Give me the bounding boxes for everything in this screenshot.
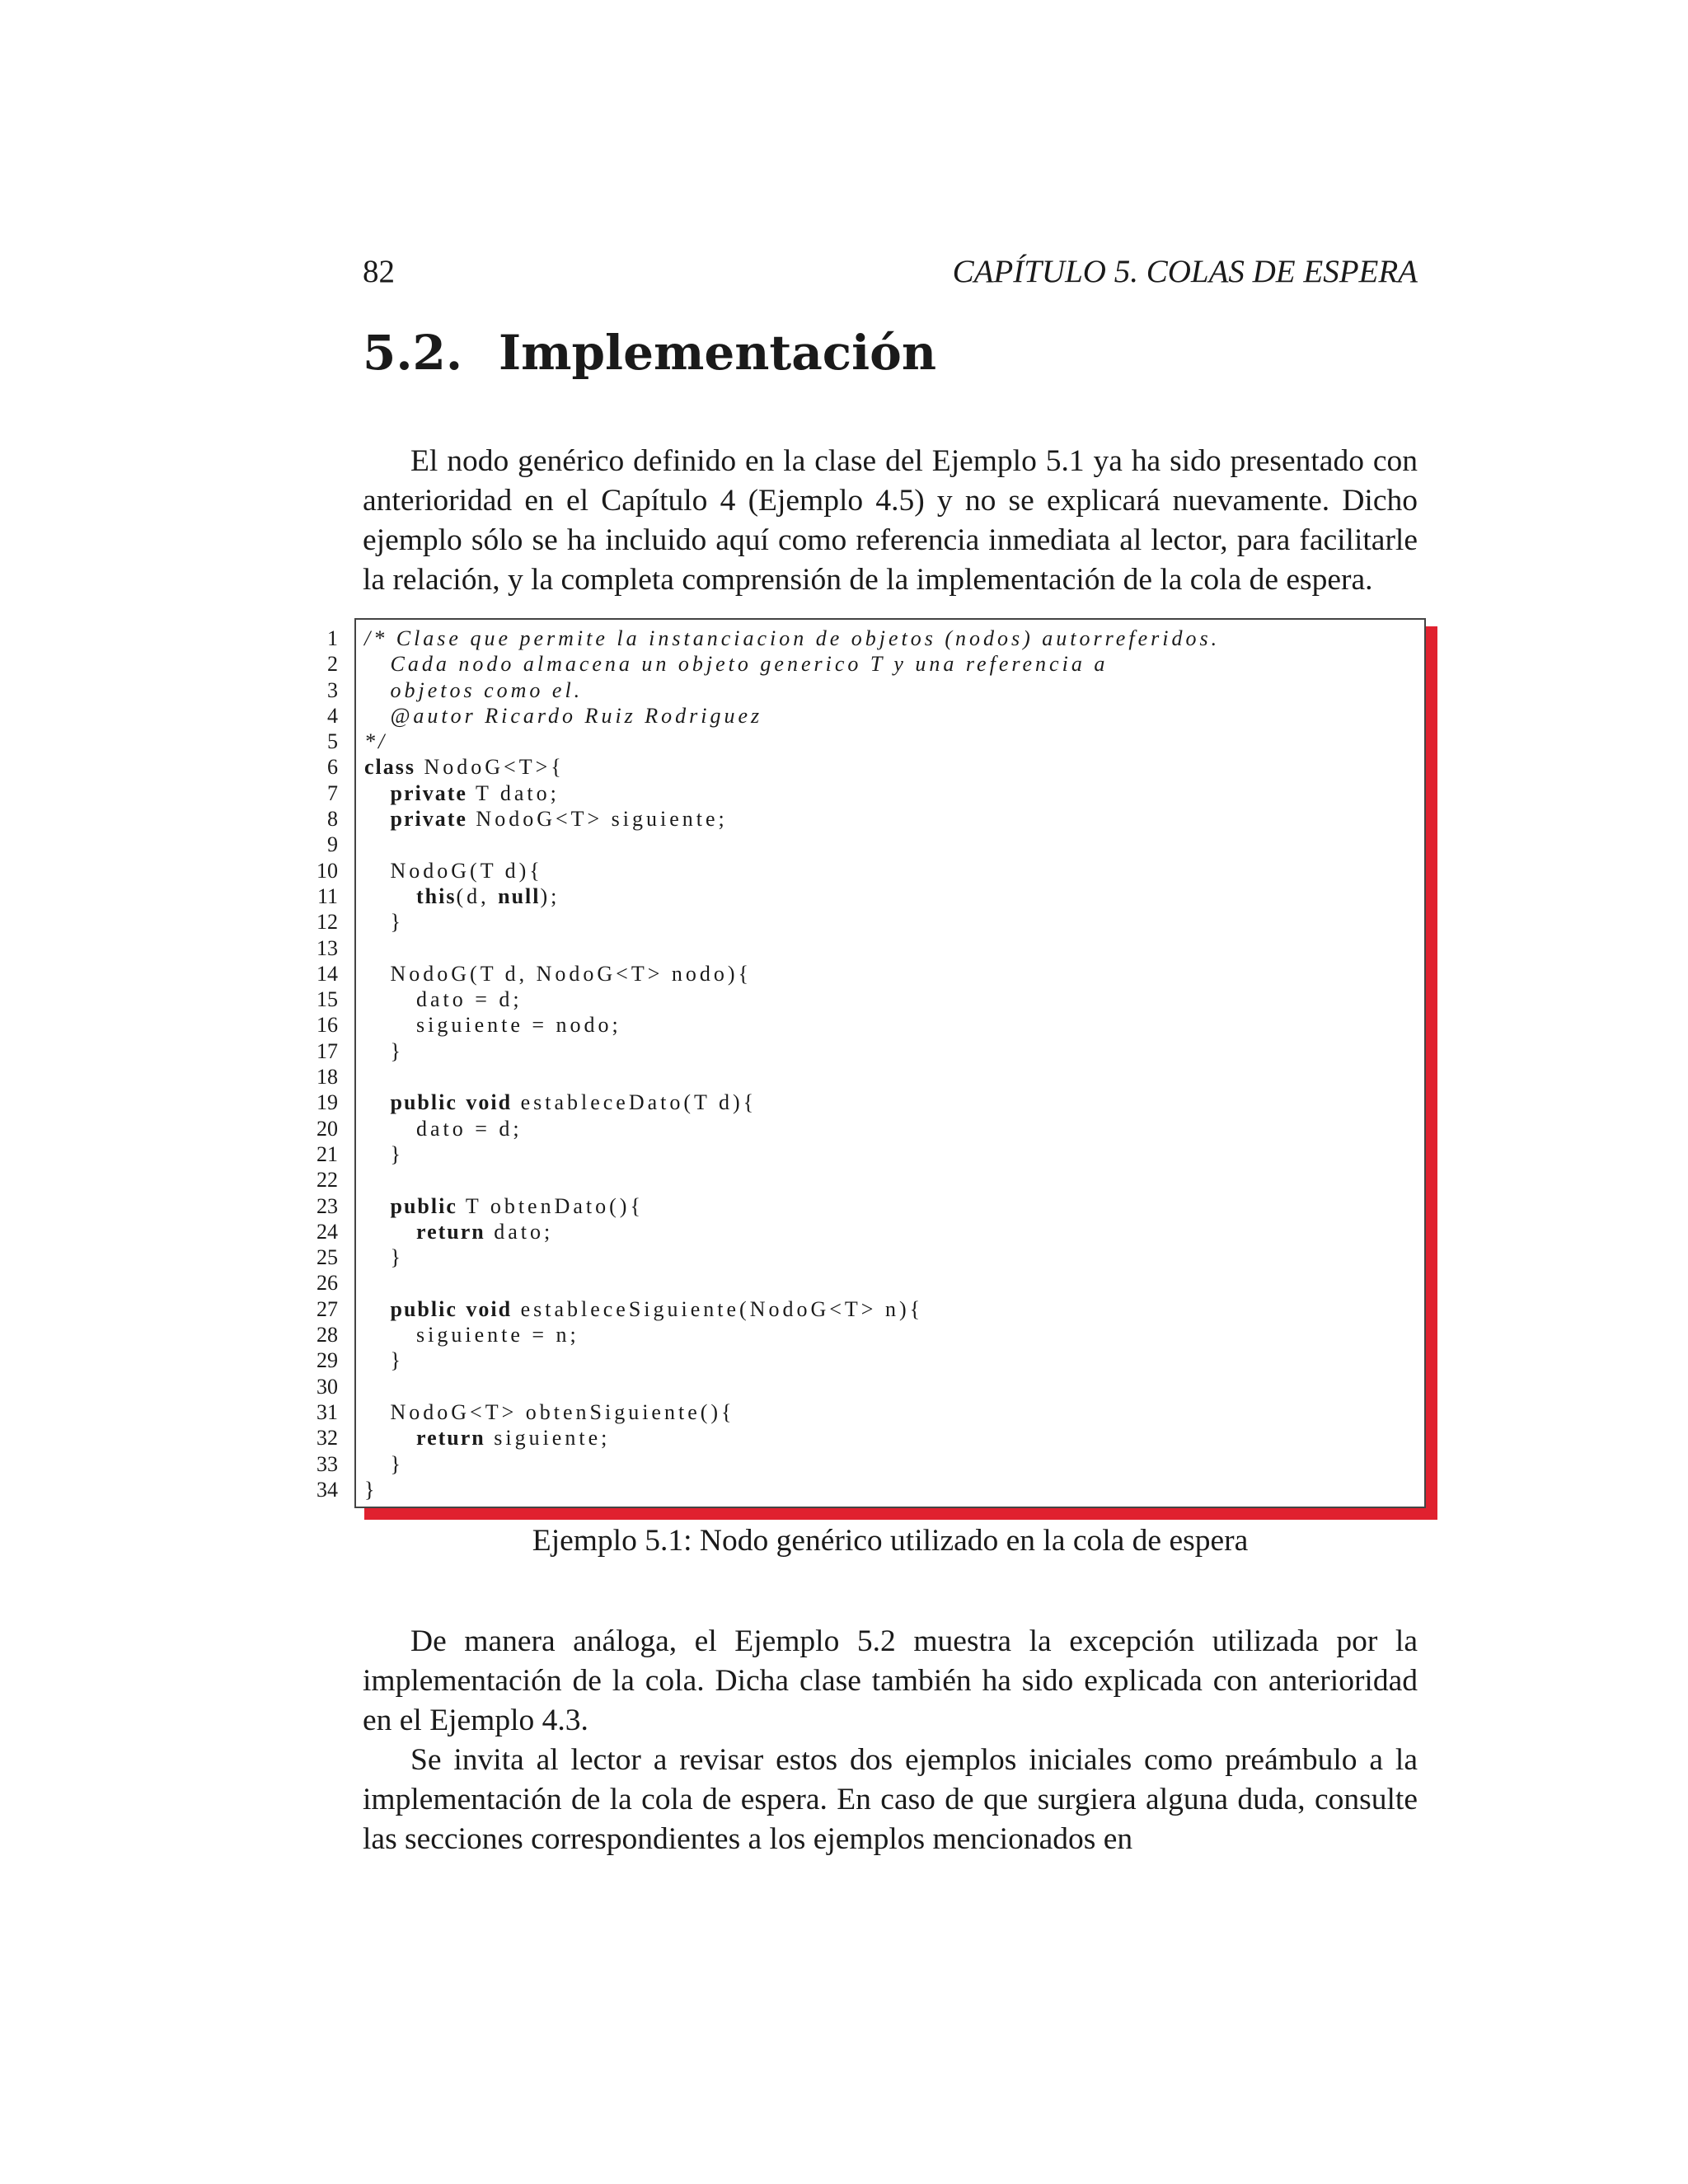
code-line-number: 17 xyxy=(316,1038,338,1063)
code-text: } xyxy=(364,1038,404,1063)
code-line xyxy=(364,729,1419,754)
code-line-number: 7 xyxy=(327,780,338,805)
listing-caption: Ejemplo 5.1: Nodo genérico utilizado en la cola de espera xyxy=(532,1524,1249,1558)
intro-paragraph: El nodo genérico definido en la clase del Ejemplo 5.1 ya ha sido presentado con anterioridad en el Capítulo 4 (Ejemplo 4.5) y no se explicará nuevamente. Dicho ejemplo sólo se ha incluido aquí como referencia inmediata al lector, para facilitarle la relación, y la completa comprensión de la implementación de la cola de espera. xyxy=(363,443,1418,597)
code-line-number: 30 xyxy=(316,1374,338,1399)
code-text xyxy=(364,1090,391,1114)
code-line-number: 19 xyxy=(316,1090,338,1115)
code-line xyxy=(364,780,1419,806)
code-line xyxy=(364,1141,1419,1167)
code-line-number: 21 xyxy=(316,1141,338,1166)
code-line xyxy=(364,1064,1419,1090)
code-keyword: public xyxy=(390,1296,457,1321)
code-line-number: 13 xyxy=(316,935,338,960)
code-line xyxy=(364,1322,1419,1347)
analogous-paragraph: De manera análoga, el Ejemplo 5.2 muestra la excepción utilizada por la implementación de la cola. Dicha clase también ha sido explicada con anterioridad en el Ejemplo 4.3. xyxy=(363,1624,1418,1737)
code-comment: objetos como el. xyxy=(364,677,584,702)
code-keyword: null xyxy=(498,883,541,908)
code-line xyxy=(364,961,1419,987)
code-keyword: public xyxy=(390,1090,457,1115)
code-text: NodoG(T d){ xyxy=(364,858,543,883)
code-line xyxy=(364,1167,1419,1193)
code-text: dato = d; xyxy=(364,987,523,1012)
code-text: (d, xyxy=(456,883,499,908)
code-line xyxy=(364,1012,1419,1038)
page-number: 82 xyxy=(363,254,395,289)
code-line-number: 14 xyxy=(316,961,338,986)
code-text: siguiente = nodo; xyxy=(364,1013,621,1038)
code-text: siguiente = n; xyxy=(364,1323,579,1347)
code-line xyxy=(364,806,1419,832)
code-text xyxy=(457,1297,467,1321)
code-line xyxy=(364,1090,1419,1115)
code-text: dato; xyxy=(485,1219,554,1244)
code-line-number: 25 xyxy=(316,1245,338,1270)
code-line xyxy=(364,1270,1419,1296)
code-line-number: 16 xyxy=(316,1013,338,1038)
code-line xyxy=(364,651,1419,677)
code-text: } xyxy=(364,1477,378,1502)
code-line-number: 20 xyxy=(316,1116,338,1141)
code-text xyxy=(364,1426,416,1450)
code-line xyxy=(364,1219,1419,1244)
code-line xyxy=(364,1477,1419,1502)
code-comment: /* Clase que permite la instanciacion de objetos (nodos) autorreferidos. xyxy=(364,626,1221,650)
code-line xyxy=(364,1038,1419,1064)
code-line-number: 34 xyxy=(316,1477,338,1502)
code-text: T obtenDato(){ xyxy=(457,1193,644,1218)
code-comment: */ xyxy=(364,729,388,754)
code-text: } xyxy=(364,910,404,935)
code-keyword: void xyxy=(466,1296,513,1321)
code-keyword: class xyxy=(364,755,415,780)
code-text: } xyxy=(364,1451,404,1476)
code-text: siguiente; xyxy=(485,1426,611,1451)
code-keyword: return xyxy=(416,1219,485,1244)
code-line xyxy=(364,1244,1419,1270)
code-line xyxy=(364,1116,1419,1141)
code-line xyxy=(364,987,1419,1012)
chapter-title: CAPÍTULO 5. COLAS DE ESPERA xyxy=(952,254,1418,289)
code-line xyxy=(364,858,1419,883)
code-text: } xyxy=(364,1245,404,1270)
code-line-number: 28 xyxy=(316,1323,338,1347)
code-text: estableceSiguiente(NodoG<T> n){ xyxy=(512,1296,924,1321)
code-line xyxy=(364,677,1419,703)
code-line-number: 26 xyxy=(316,1271,338,1296)
code-line xyxy=(364,1296,1419,1322)
code-line xyxy=(364,1425,1419,1451)
code-keyword: public xyxy=(390,1193,457,1218)
section-heading xyxy=(363,320,936,386)
code-text xyxy=(364,1220,416,1244)
code-line-number: 8 xyxy=(327,807,338,832)
code-line-number: 4 xyxy=(327,703,338,728)
code-line-number: 5 xyxy=(327,729,338,754)
code-text xyxy=(364,781,391,805)
code-text: } xyxy=(364,1348,404,1373)
code-line-number: 22 xyxy=(316,1168,338,1193)
code-line xyxy=(364,909,1419,935)
code-line-number: 12 xyxy=(316,910,338,935)
code-line-number: 2 xyxy=(327,652,338,677)
code-comment: @autor Ricardo Ruiz Rodriguez xyxy=(364,703,763,728)
code-text: NodoG<T> obtenSiguiente(){ xyxy=(364,1399,735,1424)
code-text: NodoG(T d, NodoG<T> nodo){ xyxy=(364,961,753,986)
invitation-paragraph: Se invita al lector a revisar estos dos ejemplos iniciales como preámbulo a la implementación de la cola de espera. En caso de que surgiera alguna duda, consulte las secciones correspondientes a los ejemplos mencionados en xyxy=(363,1742,1418,1856)
code-line-number: 3 xyxy=(327,677,338,702)
section-number: 5.2. xyxy=(363,325,463,381)
code-comment: Cada nodo almacena un objeto generico T y una referencia a xyxy=(364,652,1109,677)
code-line xyxy=(364,1374,1419,1399)
code-line-number: 33 xyxy=(316,1451,338,1476)
code-text: NodoG<T> siguiente; xyxy=(467,807,728,832)
code-line-number: 10 xyxy=(316,858,338,883)
code-line xyxy=(364,1193,1419,1219)
code-line-number: 1 xyxy=(327,626,338,650)
code-text: T dato; xyxy=(467,780,560,805)
code-text: dato = d; xyxy=(364,1116,523,1141)
code-line xyxy=(364,754,1419,780)
code-text xyxy=(364,807,391,831)
code-line xyxy=(364,935,1419,961)
code-line-number: 23 xyxy=(316,1193,338,1218)
running-head xyxy=(363,247,1418,297)
code-text xyxy=(457,1090,467,1114)
code-line xyxy=(364,626,1419,651)
code-text: estableceDato(T d){ xyxy=(512,1090,757,1115)
code-line-number: 24 xyxy=(316,1219,338,1244)
code-text: ); xyxy=(540,883,560,908)
code-text: NodoG<T>{ xyxy=(415,755,565,780)
code-line xyxy=(364,703,1419,729)
code-line xyxy=(364,1451,1419,1477)
code-line-number: 32 xyxy=(316,1426,338,1451)
code-text xyxy=(364,884,416,908)
code-keyword: this xyxy=(416,883,457,908)
code-line-number: 18 xyxy=(316,1065,338,1090)
code-line-number: 27 xyxy=(316,1296,338,1321)
code-line-number: 15 xyxy=(316,987,338,1012)
code-line-number: 11 xyxy=(316,883,338,908)
code-line-number: 31 xyxy=(316,1399,338,1424)
code-text xyxy=(364,1297,391,1321)
code-keyword: private xyxy=(390,807,467,832)
code-line xyxy=(364,1399,1419,1425)
code-keyword: return xyxy=(416,1426,485,1451)
code-line-numbers xyxy=(305,626,338,1502)
section-title: Implementación xyxy=(499,325,937,381)
code-line-number: 9 xyxy=(327,832,338,857)
code-line xyxy=(364,1347,1419,1373)
code-keyword: private xyxy=(390,780,467,805)
code-listing xyxy=(364,626,1419,1502)
code-line-number: 6 xyxy=(327,755,338,780)
code-line-number: 29 xyxy=(316,1348,338,1373)
code-text: } xyxy=(364,1141,404,1166)
code-line xyxy=(364,832,1419,857)
code-line xyxy=(364,883,1419,909)
code-keyword: void xyxy=(466,1090,513,1115)
code-text xyxy=(364,1194,391,1218)
